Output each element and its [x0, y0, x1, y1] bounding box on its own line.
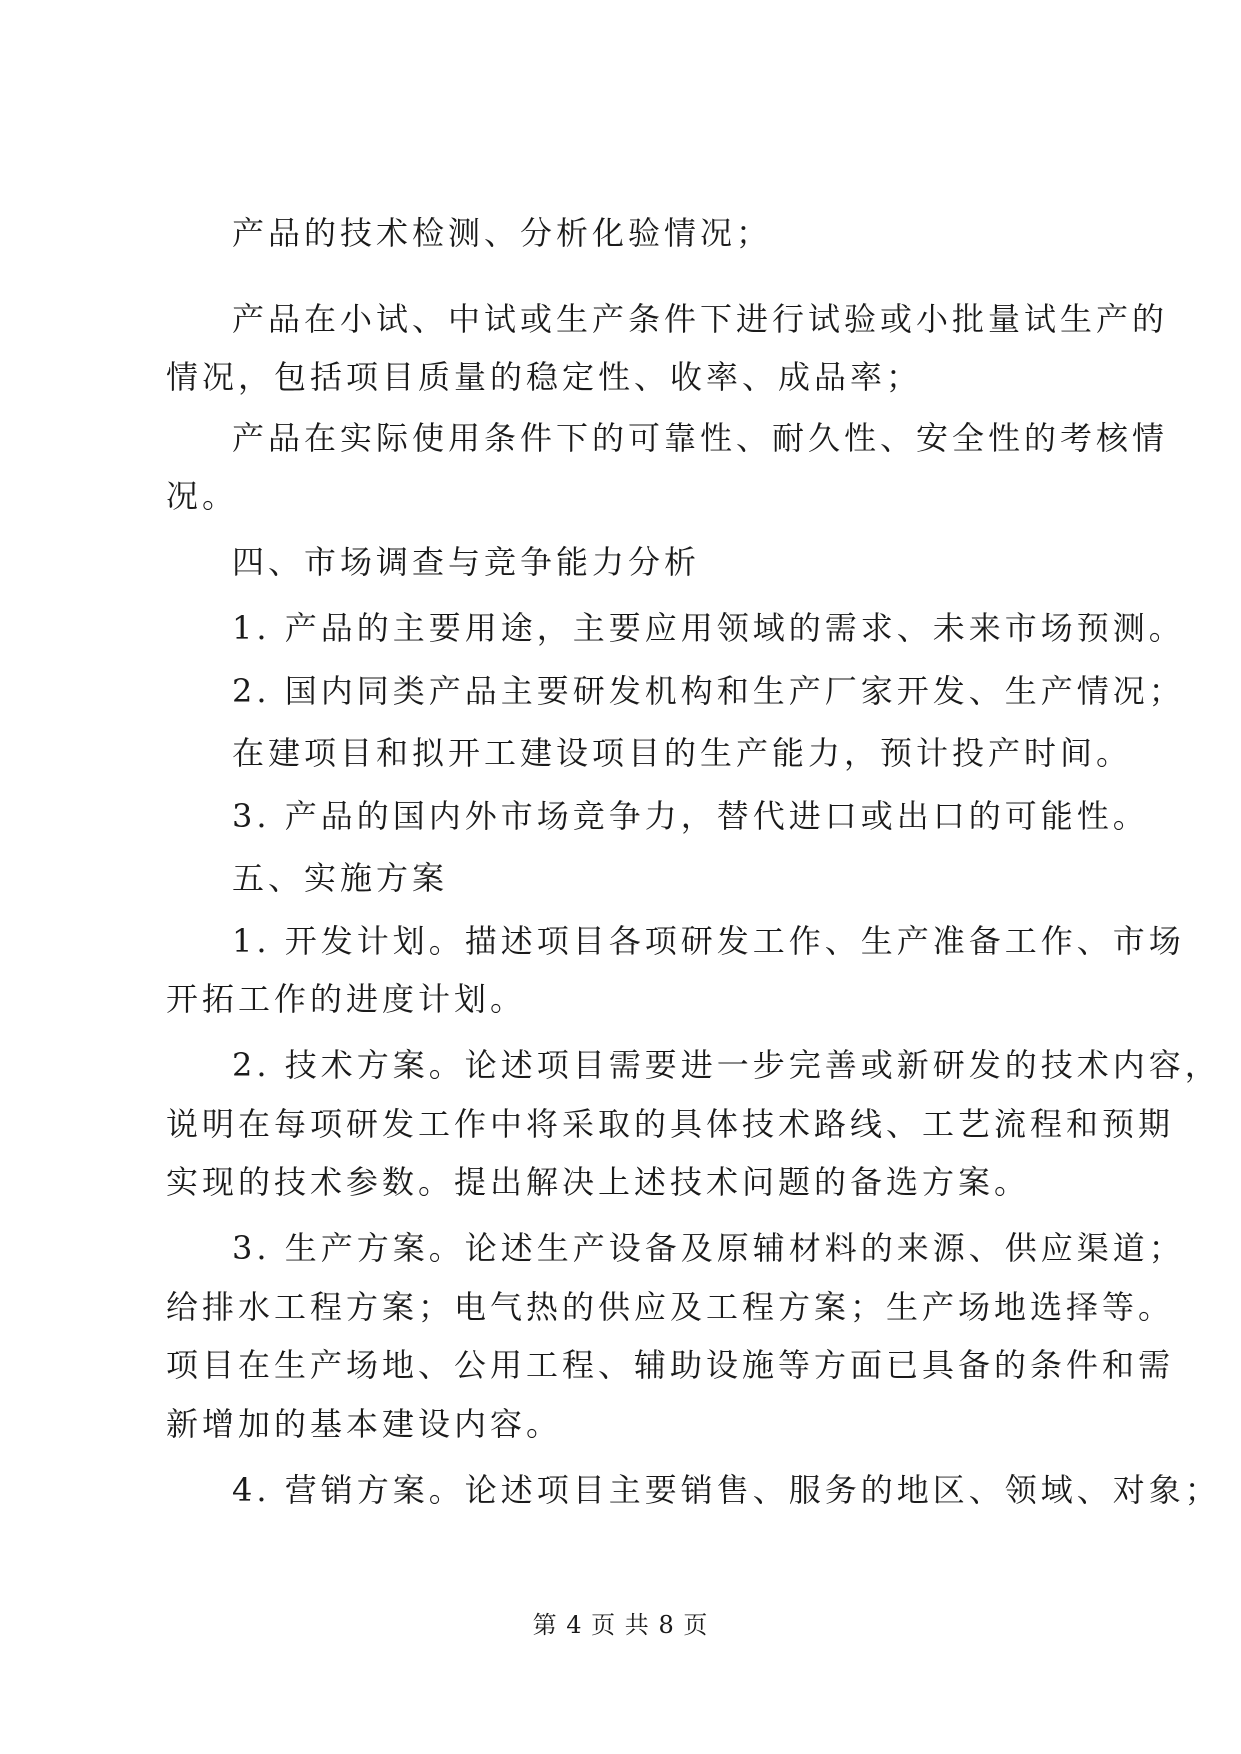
page-footer: 第 4 页 共 8 页 [532, 1611, 709, 1639]
body-text-line: 1. 产品的主要用途，主要应用领域的需求、未来市场预测。 [232, 609, 1185, 647]
body-text-line: 开拓工作的进度计划。 [166, 980, 527, 1018]
body-text-line: 3. 生产方案。论述生产设备及原辅材料的来源、供应渠道； [232, 1229, 1185, 1267]
body-text-line: 给排水工程方案；电气热的供应及工程方案；生产场地选择等。 [166, 1288, 1175, 1326]
body-text-line: 新增加的基本建设内容。 [166, 1405, 563, 1443]
section-heading: 四、市场调查与竞争能力分析 [232, 543, 701, 581]
body-text-line: 产品的技术检测、分析化验情况； [232, 214, 773, 252]
body-text-line: 4. 营销方案。论述项目主要销售、服务的地区、领域、对象； [232, 1471, 1221, 1509]
body-text-line: 说明在每项研发工作中将采取的具体技术路线、工艺流程和预期 [166, 1105, 1175, 1143]
body-text-line: 在建项目和拟开工建设项目的生产能力，预计投产时间。 [232, 734, 1133, 772]
body-text-line: 产品在实际使用条件下的可靠性、耐久性、安全性的考核情 [232, 419, 1169, 457]
body-text-line: 产品在小试、中试或生产条件下进行试验或小批量试生产的 [232, 300, 1169, 338]
body-text-line: 2. 技术方案。论述项目需要进一步完善或新研发的技术内容， [232, 1046, 1221, 1084]
body-text-line: 项目在生产场地、公用工程、辅助设施等方面已具备的条件和需 [166, 1346, 1175, 1384]
body-text-line: 1. 开发计划。描述项目各项研发工作、生产准备工作、市场 [232, 922, 1185, 960]
body-text-line: 2. 国内同类产品主要研发机构和生产厂家开发、生产情况； [232, 672, 1185, 710]
body-text-line: 情况，包括项目质量的稳定性、收率、成品率； [166, 358, 923, 396]
body-text-line: 况。 [166, 477, 239, 515]
section-heading: 五、实施方案 [232, 859, 449, 897]
body-text-line: 实现的技术参数。提出解决上述技术问题的备选方案。 [166, 1163, 1031, 1201]
body-text-line: 3. 产品的国内外市场竞争力，替代进口或出口的可能性。 [232, 797, 1149, 835]
